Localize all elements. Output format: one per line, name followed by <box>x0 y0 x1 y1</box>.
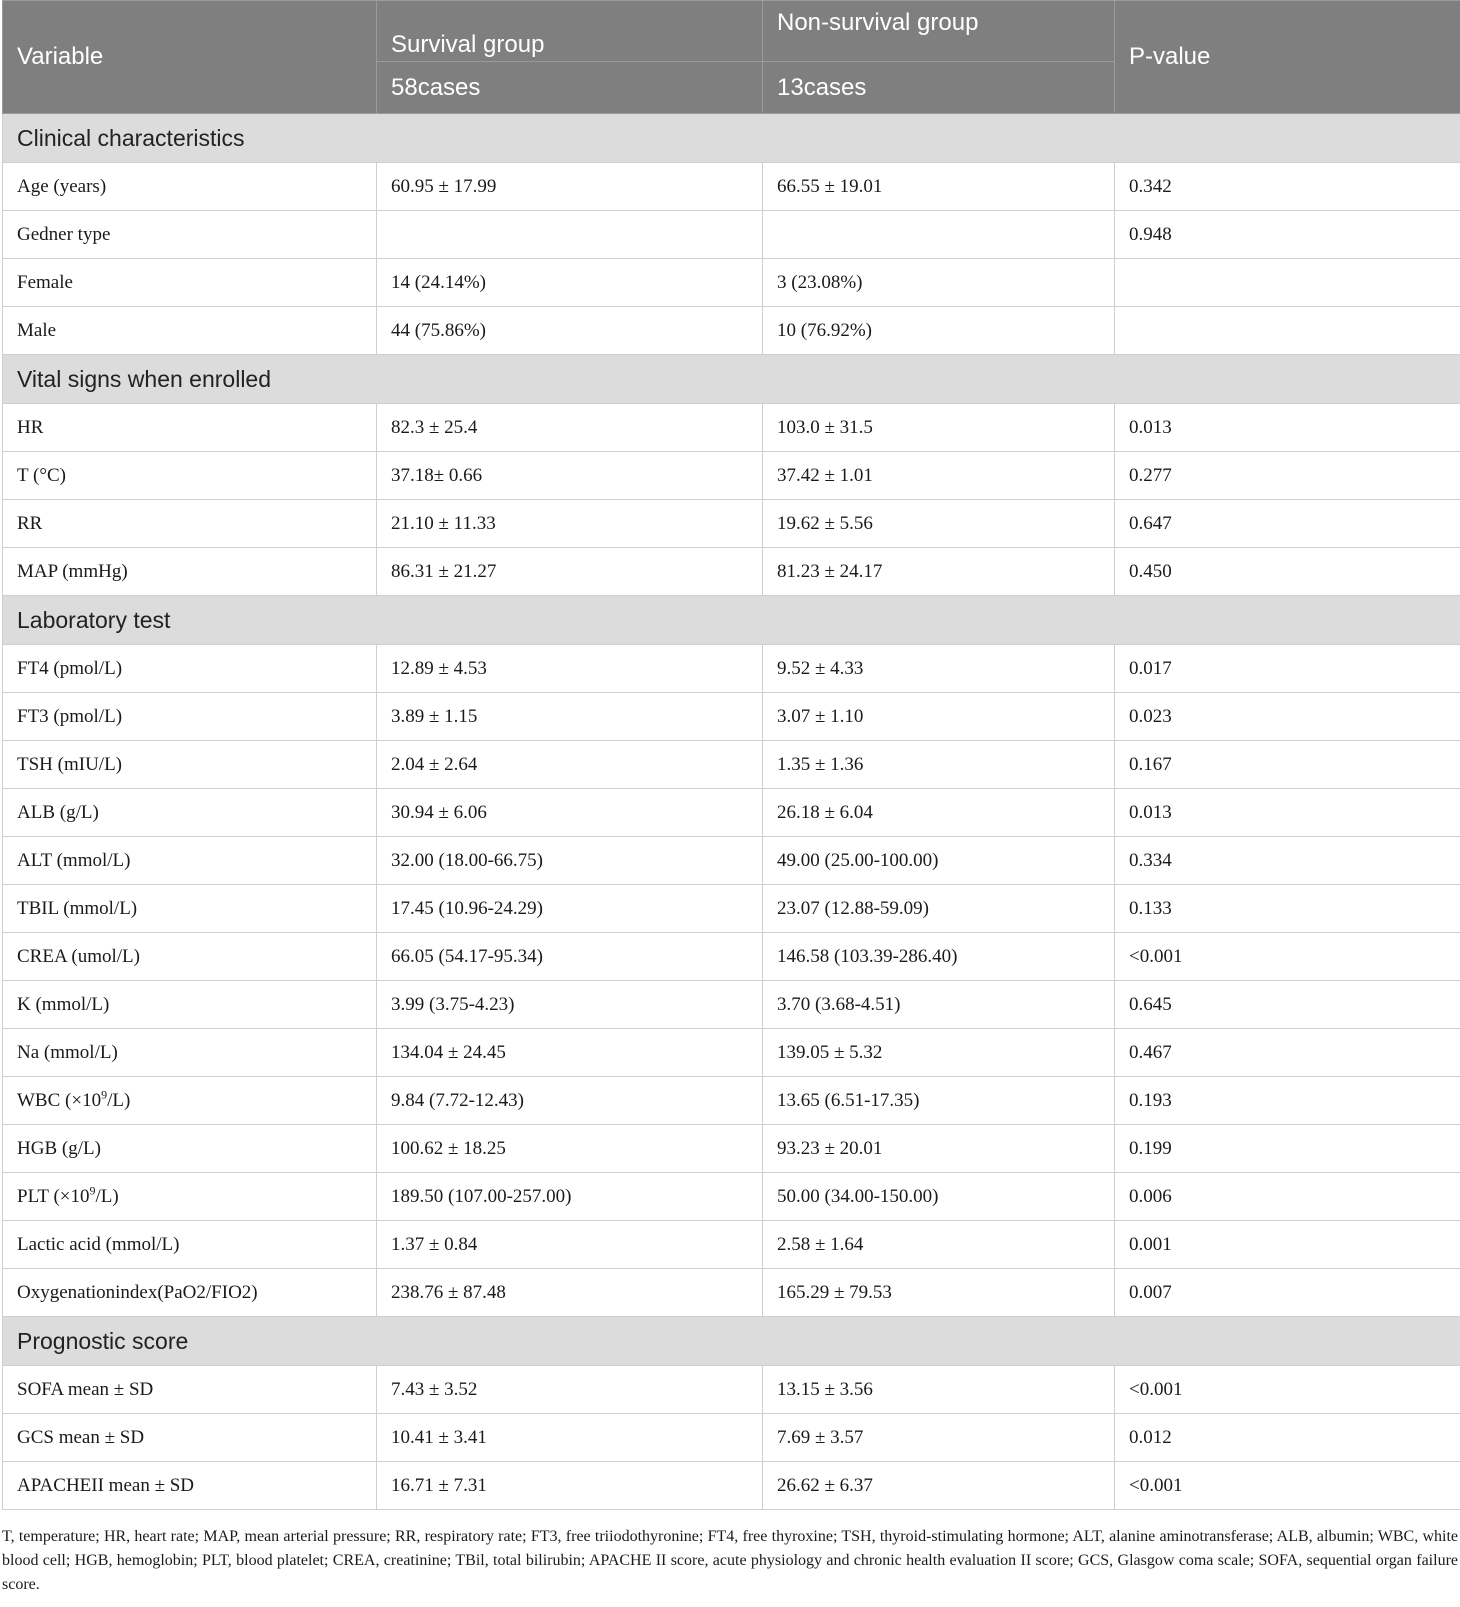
cell-pvalue: 0.023 <box>1115 693 1460 741</box>
cell-survival: 30.94 ± 6.06 <box>377 789 763 837</box>
header-variable: Variable <box>3 1 377 114</box>
cell-survival: 7.43 ± 3.52 <box>377 1366 763 1414</box>
section-row <box>3 596 1460 645</box>
table-row <box>3 1029 1460 1077</box>
section-title: Clinical characteristics <box>3 114 1460 163</box>
cell-nonsurvival: 2.58 ± 1.64 <box>763 1221 1115 1269</box>
table-row <box>3 1077 1460 1125</box>
variable-label: FT3 (pmol/L) <box>17 705 123 727</box>
cell-pvalue: 0.006 <box>1115 1173 1460 1221</box>
cell-variable <box>3 1221 377 1269</box>
cell-nonsurvival: 93.23 ± 20.01 <box>763 1125 1115 1173</box>
cell-variable <box>3 500 377 548</box>
table-row <box>3 1269 1460 1317</box>
cell-nonsurvival: 103.0 ± 31.5 <box>763 404 1115 452</box>
cell-nonsurvival: 81.23 ± 24.17 <box>763 548 1115 596</box>
header-survival-group: Survival group <box>377 1 763 62</box>
variable-label: T (°C) <box>17 464 66 486</box>
table-row <box>3 885 1460 933</box>
cell-variable <box>3 1366 377 1414</box>
cell-nonsurvival: 26.18 ± 6.04 <box>763 789 1115 837</box>
table-row <box>3 1366 1460 1414</box>
cell-variable <box>3 741 377 789</box>
variable-label: Female <box>17 271 73 293</box>
cell-survival: 9.84 (7.72-12.43) <box>377 1077 763 1125</box>
cell-variable <box>3 163 377 211</box>
header-nonsurvival-group: Non-survival group <box>763 1 1115 62</box>
cell-variable <box>3 548 377 596</box>
variable-superscript: 9 <box>89 1183 96 1198</box>
table-row <box>3 307 1460 355</box>
cell-pvalue: 0.467 <box>1115 1029 1460 1077</box>
cell-variable <box>3 645 377 693</box>
cell-survival: 86.31 ± 21.27 <box>377 548 763 596</box>
cell-nonsurvival: 165.29 ± 79.53 <box>763 1269 1115 1317</box>
cell-nonsurvival: 26.62 ± 6.37 <box>763 1462 1115 1510</box>
table-row <box>3 981 1460 1029</box>
table-row <box>3 548 1460 596</box>
section-row <box>3 114 1460 163</box>
section-title: Vital signs when enrolled <box>3 355 1460 404</box>
variable-label: CREA (umol/L) <box>17 945 140 967</box>
cell-pvalue: 0.012 <box>1115 1414 1460 1462</box>
cell-pvalue: <0.001 <box>1115 933 1460 981</box>
cell-survival: 100.62 ± 18.25 <box>377 1125 763 1173</box>
cell-pvalue: <0.001 <box>1115 1366 1460 1414</box>
variable-label: RR <box>17 512 43 534</box>
cell-pvalue: 0.193 <box>1115 1077 1460 1125</box>
cell-nonsurvival: 50.00 (34.00-150.00) <box>763 1173 1115 1221</box>
cell-nonsurvival: 13.15 ± 3.56 <box>763 1366 1115 1414</box>
cell-nonsurvival: 10 (76.92%) <box>763 307 1115 355</box>
cell-variable <box>3 1029 377 1077</box>
variable-label: TBIL (mmol/L) <box>17 897 138 919</box>
cell-pvalue: 0.167 <box>1115 741 1460 789</box>
cell-survival: 44 (75.86%) <box>377 307 763 355</box>
cell-variable <box>3 404 377 452</box>
variable-label: FT4 (pmol/L) <box>17 657 123 679</box>
table-row <box>3 500 1460 548</box>
table-header <box>3 1 1460 114</box>
table-row <box>3 741 1460 789</box>
cell-survival: 3.89 ± 1.15 <box>377 693 763 741</box>
cell-variable <box>3 1414 377 1462</box>
table-row <box>3 933 1460 981</box>
variable-label: GCS mean ± SD <box>17 1426 145 1448</box>
section-title: Prognostic score <box>3 1317 1460 1366</box>
cell-pvalue: 0.645 <box>1115 981 1460 1029</box>
cell-survival <box>377 211 763 259</box>
cell-variable <box>3 452 377 500</box>
variable-label: PLT (×10 <box>17 1185 90 1207</box>
cell-variable <box>3 885 377 933</box>
cell-pvalue: 0.007 <box>1115 1269 1460 1317</box>
variable-label: APACHEII mean ± SD <box>17 1474 195 1496</box>
cell-pvalue: 0.017 <box>1115 645 1460 693</box>
table-footnote: T, temperature; HR, heart rate; MAP, mean arterial pressure; RR, respiratory rate; FT3, free triiodothyronine; FT4, free thyroxine; TSH, thyroid-stimulating hormone; ALT, alanine aminotransferase; ALB, albumin; WBC, white blood cell; HGB, hemoglobin; PLT, blood platelet; CREA, creatinine; TBil, total bilirubin; APACHE II score, acute physiology and chronic health evaluation II score; GCS, Glasgow coma scale; SOFA, sequential organ failure score. <box>2 1528 1458 1593</box>
cell-pvalue: 0.342 <box>1115 163 1460 211</box>
cell-survival: 60.95 ± 17.99 <box>377 163 763 211</box>
cell-pvalue: 0.277 <box>1115 452 1460 500</box>
cell-variable <box>3 1269 377 1317</box>
cell-variable <box>3 1125 377 1173</box>
header-pvalue: P-value <box>1115 1 1460 114</box>
header-survival-cases: 58cases <box>377 62 763 114</box>
cell-survival: 14 (24.14%) <box>377 259 763 307</box>
table-row <box>3 789 1460 837</box>
cell-variable <box>3 211 377 259</box>
table-row <box>3 1462 1460 1510</box>
variable-label: MAP (mmHg) <box>17 560 128 582</box>
variable-label: Gedner type <box>17 223 111 245</box>
cell-survival: 21.10 ± 11.33 <box>377 500 763 548</box>
variable-label: WBC (×10 <box>17 1089 102 1111</box>
variable-label: Lactic acid (mmol/L) <box>17 1233 180 1255</box>
cell-variable <box>3 693 377 741</box>
cell-nonsurvival: 7.69 ± 3.57 <box>763 1414 1115 1462</box>
header-nonsurvival-cases: 13cases <box>763 62 1115 114</box>
cell-survival: 189.50 (107.00-257.00) <box>377 1173 763 1221</box>
cell-variable <box>3 1173 377 1221</box>
cell-survival: 3.99 (3.75-4.23) <box>377 981 763 1029</box>
data-table <box>2 0 1460 1510</box>
cell-nonsurvival <box>763 211 1115 259</box>
cell-pvalue <box>1115 259 1460 307</box>
table-row <box>3 1125 1460 1173</box>
cell-pvalue: 0.334 <box>1115 837 1460 885</box>
cell-pvalue: <0.001 <box>1115 1462 1460 1510</box>
cell-survival: 32.00 (18.00-66.75) <box>377 837 763 885</box>
cell-pvalue: 0.001 <box>1115 1221 1460 1269</box>
variable-label: Age (years) <box>17 175 107 197</box>
cell-nonsurvival: 49.00 (25.00-100.00) <box>763 837 1115 885</box>
variable-label: Na (mmol/L) <box>17 1041 118 1063</box>
table-row <box>3 259 1460 307</box>
cell-survival: 238.76 ± 87.48 <box>377 1269 763 1317</box>
variable-label: Oxygenationindex(PaO2/FIO2) <box>17 1281 258 1303</box>
cell-pvalue: 0.133 <box>1115 885 1460 933</box>
cell-pvalue <box>1115 307 1460 355</box>
cell-nonsurvival: 19.62 ± 5.56 <box>763 500 1115 548</box>
cell-variable <box>3 1077 377 1125</box>
cell-survival: 12.89 ± 4.53 <box>377 645 763 693</box>
cell-survival: 16.71 ± 7.31 <box>377 1462 763 1510</box>
cell-variable <box>3 789 377 837</box>
variable-label: ALT (mmol/L) <box>17 849 131 871</box>
variable-label-suffix: /L) <box>107 1089 131 1111</box>
cell-nonsurvival: 37.42 ± 1.01 <box>763 452 1115 500</box>
variable-label: HR <box>17 416 44 438</box>
cell-survival: 37.18± 0.66 <box>377 452 763 500</box>
cell-nonsurvival: 146.58 (103.39-286.40) <box>763 933 1115 981</box>
cell-nonsurvival: 66.55 ± 19.01 <box>763 163 1115 211</box>
table-row <box>3 211 1460 259</box>
table-row <box>3 452 1460 500</box>
cell-nonsurvival: 139.05 ± 5.32 <box>763 1029 1115 1077</box>
table-row <box>3 404 1460 452</box>
cell-pvalue: 0.948 <box>1115 211 1460 259</box>
table-row <box>3 1173 1460 1221</box>
cell-survival: 1.37 ± 0.84 <box>377 1221 763 1269</box>
cell-survival: 17.45 (10.96-24.29) <box>377 885 763 933</box>
table-row <box>3 645 1460 693</box>
variable-label-suffix: /L) <box>95 1185 119 1207</box>
cell-nonsurvival: 3.07 ± 1.10 <box>763 693 1115 741</box>
table-row <box>3 837 1460 885</box>
cell-variable <box>3 307 377 355</box>
cell-variable <box>3 933 377 981</box>
cell-pvalue: 0.199 <box>1115 1125 1460 1173</box>
cell-nonsurvival: 9.52 ± 4.33 <box>763 645 1115 693</box>
variable-label: HGB (g/L) <box>17 1137 101 1159</box>
cell-survival: 82.3 ± 25.4 <box>377 404 763 452</box>
cell-nonsurvival: 3.70 (3.68-4.51) <box>763 981 1115 1029</box>
cell-nonsurvival: 3 (23.08%) <box>763 259 1115 307</box>
variable-label: TSH (mIU/L) <box>17 753 123 775</box>
cell-variable <box>3 837 377 885</box>
section-title: Laboratory test <box>3 596 1460 645</box>
cell-pvalue: 0.013 <box>1115 404 1460 452</box>
cell-survival: 66.05 (54.17-95.34) <box>377 933 763 981</box>
section-row <box>3 355 1460 404</box>
cell-pvalue: 0.450 <box>1115 548 1460 596</box>
cell-nonsurvival: 13.65 (6.51-17.35) <box>763 1077 1115 1125</box>
cell-variable <box>3 1462 377 1510</box>
cell-survival: 10.41 ± 3.41 <box>377 1414 763 1462</box>
table-row <box>3 163 1460 211</box>
cell-nonsurvival: 1.35 ± 1.36 <box>763 741 1115 789</box>
variable-label: ALB (g/L) <box>17 801 99 823</box>
cell-survival: 2.04 ± 2.64 <box>377 741 763 789</box>
cell-pvalue: 0.013 <box>1115 789 1460 837</box>
cell-survival: 134.04 ± 24.45 <box>377 1029 763 1077</box>
variable-label: Male <box>17 319 57 341</box>
cell-variable <box>3 981 377 1029</box>
table-body <box>3 114 1460 1510</box>
variable-superscript: 9 <box>101 1087 108 1102</box>
variable-label: SOFA mean ± SD <box>17 1378 154 1400</box>
section-row <box>3 1317 1460 1366</box>
table-row <box>3 1221 1460 1269</box>
cell-pvalue: 0.647 <box>1115 500 1460 548</box>
table-row <box>3 693 1460 741</box>
table-row <box>3 1414 1460 1462</box>
cell-nonsurvival: 23.07 (12.88-59.09) <box>763 885 1115 933</box>
variable-label: K (mmol/L) <box>17 993 110 1015</box>
cell-variable <box>3 259 377 307</box>
